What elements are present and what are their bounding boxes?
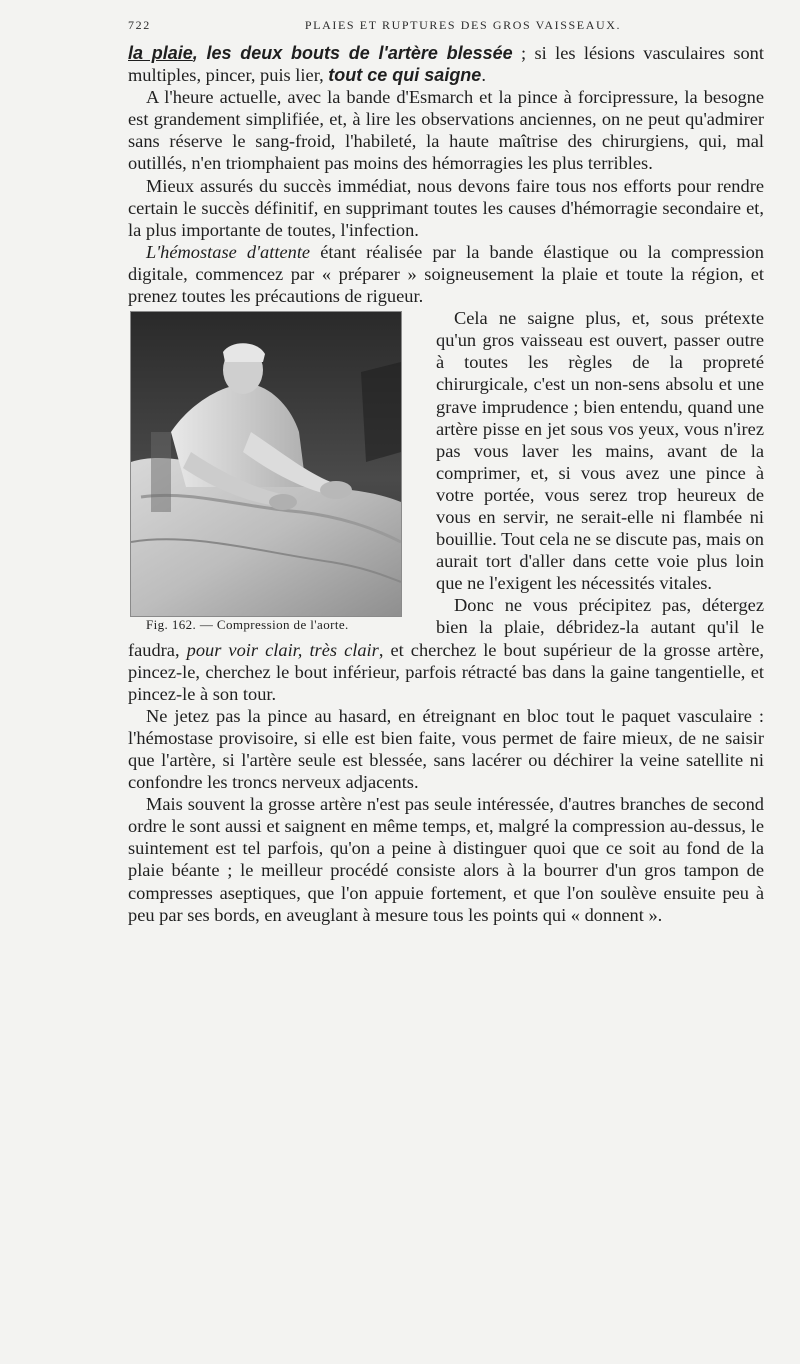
- bold-phrase-1: , les deux bouts de l'artère blessée: [192, 43, 513, 63]
- paragraph-1: [128, 42, 764, 86]
- paragraph-1-end: .: [481, 65, 486, 86]
- italic-phrase: pour voir clair, très clair: [186, 639, 379, 660]
- paragraph-4: [128, 241, 764, 307]
- page-number: 722: [128, 18, 151, 32]
- figure-caption: Fig. 162. — Compression de l'aorte.: [146, 617, 349, 633]
- running-header: [128, 18, 764, 42]
- running-title: PLAIES ET RUPTURES DES GROS VAISSEAUX.: [304, 18, 622, 32]
- lead-word: la plaie: [128, 43, 193, 63]
- figure-162: [128, 311, 424, 633]
- aortic-compression-photo: [131, 312, 401, 616]
- paragraph-4-text: étant réalisée par la bande élastique ou la compression digitale, commencez par « préparer » soigneusement la plaie et toute la région, et prenez toutes les précautions de rigueur.: [128, 241, 764, 307]
- paragraph-6-end: , et cherchez le bout supérieur de la grosse artère, pincez-le, cherchez le bout inférieur, parfois rétracté bas dans la gaine tangentielle, et pincez-le à son tour.: [128, 639, 764, 704]
- italic-lead: L'hémostase d'attente: [146, 241, 311, 262]
- paragraph-3: Mieux assurés du succès immédiat, nous devons faire tous nos efforts pour rendre certain le succès définitif, en supprimant toutes les causes d'hémorragie secondaire et, la plus importante de toutes, l'infection.: [128, 175, 764, 240]
- paragraph-1-text: ; si les lésions vasculaires sont multiples, pincer, puis lier,: [128, 43, 764, 86]
- paragraph-6-text: Donc ne vous précipitez pas, détergez bien la plaie, débridez-la autant qu'il le faudra,: [128, 595, 764, 660]
- paragraph-8: Mais souvent la grosse artère n'est pas seule intéressée, d'autres branches de second ordre le sont aussi et saignent en même temps, et, malgré la compression au-dessus, le suintement est tel parfois, qu'on a peine à distinguer quoi que ce soit au fond de la plaie béante ; le meilleur procédé consiste alors à la bourrer d'un gros tampon de compresses aseptiques, que l'on appuie fortement, et que l'on soulève ensuite peu à peu par ses bords, en aveuglant à mesure tous les points qui « donnent ».: [128, 794, 764, 925]
- paragraph-2: A l'heure actuelle, avec la bande d'Esmarch et la pince à forcipressure, la besogne est grandement simplifiée, et, à lire les observations anciennes, on ne peut qu'admirer sans réserve le sang-froid, l'habileté, la haute maîtrise des chirurgiens, qui, mal outillés, n'en triomphaient pas moins des hémorragies les plus terribles.: [128, 87, 764, 174]
- surgical-photograph: [130, 311, 402, 617]
- paragraph-7: Ne jetez pas la pince au hasard, en étreignant en bloc tout le paquet vasculaire : l'hémostase provisoire, si elle est bien faite, vous permet de faire mieux, de ne saisir que l'artère, si l'artère seule est blessée, sans lacérer ou déchirer la veine satellite ni confondre les troncs nerveux adjacents.: [128, 705, 764, 793]
- paragraph-5: Cela ne saigne plus, et, sous prétexte qu'un gros vaisseau est ouvert, passer outre à toutes les règles de la propreté chirurgicale, c'est un non-sens absolu et une grave imprudence ; bien entendu, quand une artère pisse en jet sous vos yeux, vous n'irez pas vous laver les mains, avant de la comprimer, et, si vous avez une pince à votre portée, vous serez trop heureux de vous en servir, ne serait-elle ni flambée ni bouillie. Tout cela ne se discute pas, mais on aurait tort d'aller dans cette voie plus loin que ne l'exigent les nécessités vitales.: [436, 308, 764, 594]
- main-text: [128, 42, 764, 926]
- bold-phrase-2: tout ce qui saigne: [328, 65, 482, 86]
